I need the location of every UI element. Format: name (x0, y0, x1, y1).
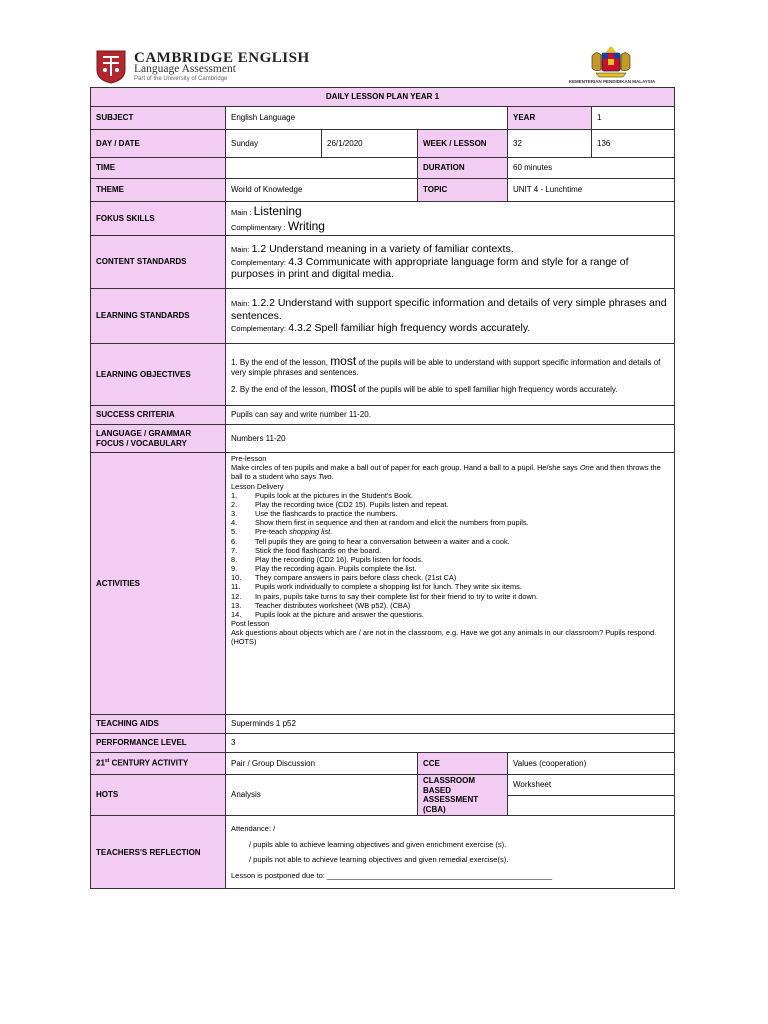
date-value: 26/1/2020 (322, 130, 418, 158)
week-value: 32 (508, 130, 592, 158)
activity-step-text (255, 610, 424, 619)
activity-step-text-italic: shopping list. (289, 527, 333, 537)
activity-step-text (255, 564, 416, 573)
activity-step-text-main: Play the recording (CD2 16). Pupils listen for foods. (255, 554, 424, 564)
content-main-prefix: Main: (231, 245, 250, 255)
content-comp-prefix: Complementary: (231, 257, 287, 267)
century-value: Pair / Group Discussion (226, 753, 418, 775)
day-label: DAY / DATE (91, 130, 226, 158)
learning-comp-prefix: Complementary: (231, 324, 287, 334)
activity-step-number: 1. (231, 490, 238, 500)
century-row (91, 753, 675, 775)
activity-step-text-main: Pre-teach (255, 527, 288, 537)
activity-step (231, 601, 669, 610)
skills-main: Listening (253, 204, 302, 219)
theme-label: THEME (91, 179, 226, 202)
malaysia-crest-icon (588, 44, 634, 78)
year-label: YEAR (508, 107, 592, 130)
activity-step (231, 592, 669, 601)
content-value (226, 236, 675, 289)
reflection-line-2: / pupils not able to achieve learning objectives and given remedial exercise(s). (249, 855, 509, 865)
activity-step (231, 573, 669, 582)
activity-step-text-main: Teacher distributes worksheet (WB p52). (CBA) (255, 600, 411, 610)
aids-value: Superminds 1 p52 (226, 715, 675, 734)
activity-step-text-main: In pairs, pupils take turns to say their complete list for their friend to try to write it down. (255, 591, 539, 601)
pre-lesson-dot: . (331, 472, 334, 482)
time-value (226, 158, 418, 179)
activity-step-text (255, 573, 456, 582)
activity-step-text (255, 509, 398, 518)
grammar-row (91, 425, 675, 453)
activity-step-number: 2. (231, 499, 238, 509)
aids-label: TEACHING AIDS (91, 715, 226, 734)
activity-step-text (255, 537, 510, 546)
learning-value (226, 289, 675, 344)
subject-row (91, 107, 675, 130)
objective-2-a: 2. By the end of the lesson, (231, 384, 328, 394)
skills-value (226, 202, 675, 236)
aids-row (91, 715, 675, 734)
activity-step-text (255, 592, 538, 601)
objective-1-a: 1. By the end of the lesson, (231, 357, 328, 367)
activity-step-number: 4. (231, 518, 238, 528)
activity-step (231, 610, 669, 619)
activity-step-number: 10. (231, 573, 242, 583)
activity-step (231, 518, 669, 527)
day-row (91, 130, 675, 158)
activity-step (231, 555, 669, 564)
success-row (91, 406, 675, 425)
content-main: 1.2 Understand meaning in a variety of familiar contexts. (251, 243, 514, 256)
skills-label: FOKUS SKILLS (91, 202, 226, 236)
activity-step-number: 8. (231, 554, 238, 564)
activity-step (231, 546, 669, 555)
activity-step (231, 582, 669, 591)
activity-step-text-main: Use the flashcards to practice the numbers. (255, 509, 398, 519)
activity-step-number: 13. (231, 600, 242, 610)
activity-step-number: 6. (231, 536, 238, 546)
cce-label: CCE (418, 753, 508, 775)
day-value: Sunday (226, 130, 322, 158)
cambridge-subtitle: Language Assessment (134, 63, 236, 75)
activity-step-text (255, 518, 529, 527)
activity-step (231, 500, 669, 509)
activity-step (231, 491, 669, 500)
topic-value: UNIT 4 - Lunchtime (508, 179, 675, 202)
duration-value: 60 minutes (508, 158, 675, 179)
activity-step-text-main: They compare answers in pairs before class check. (21st CA) (255, 573, 457, 583)
activity-step-text-main: Pupils look at the pictures in the Student's Book. (255, 490, 413, 500)
pre-lesson-two: Two (318, 472, 332, 482)
skills-row (91, 202, 675, 236)
activity-step-text-main: Play the recording again. Pupils complete the list. (255, 564, 417, 574)
activity-step-number: 12. (231, 591, 242, 601)
performance-value: 3 (226, 734, 675, 753)
cambridge-english-logo (96, 50, 336, 84)
activity-step (231, 527, 669, 536)
topic-label: TOPIC (418, 179, 508, 202)
cambridge-title: CAMBRIDGE ENGLISH (134, 50, 310, 66)
learning-main-prefix: Main: (231, 299, 250, 309)
activities-value (226, 453, 675, 715)
subject-label: SUBJECT (91, 107, 226, 130)
year-value: 1 (592, 107, 675, 130)
post-lesson-text: Ask questions about objects which are / are not in the classroom, e.g. Have we got any animals in our classroom? Pupils respond. (HOTS) (231, 628, 657, 647)
cce-value: Values (cooperation) (508, 753, 675, 775)
kpm-name: KEMENTERIAN PENDIDIKAN MALAYSIA (568, 79, 656, 84)
learning-comp: 4.3.2 Spell familiar high frequency words accurately. (288, 322, 531, 335)
title-row (91, 88, 675, 107)
cba-label: CLASSROOM BASED ASSESSMENT (CBA) (418, 775, 508, 816)
objective-2-most: most (330, 380, 357, 395)
attendance-line: Attendance: / (231, 823, 276, 833)
activity-step-text-main: Play the recording twice (CD2 15). Pupils listen and repeat. (255, 499, 449, 509)
content-label: CONTENT STANDARDS (91, 236, 226, 289)
duration-label: DURATION (418, 158, 508, 179)
activity-step-number: 11. (231, 582, 241, 592)
pre-lesson-text-a: Make circles of ten pupils and make a ball out of paper for each group. Hand a ball to a pupil. He/she says (231, 463, 578, 473)
activity-step-text (255, 491, 413, 500)
skills-comp-prefix: Complimentary : (231, 222, 286, 232)
content-comp: 4.3 Communicate with appropriate language form and style for a range of purposes in print and digital media. (231, 255, 629, 281)
activity-step-number: 9. (231, 564, 238, 574)
learning-row (91, 289, 675, 344)
hots-label: HOTS (91, 775, 226, 816)
activity-step-text (255, 601, 410, 610)
activity-step (231, 509, 669, 518)
post-lesson-heading: Post lesson (231, 619, 270, 629)
skills-comp: Writing (287, 218, 325, 233)
reflection-line-1: / pupils able to achieve learning objectives and given enrichment exercise (s). (249, 839, 507, 849)
pre-lesson-one: One (579, 463, 594, 473)
cambridge-tagline: Part of the University of Cambridge (134, 76, 228, 82)
time-row (91, 158, 675, 179)
lesson-delivery-heading: Lesson Delivery (231, 481, 284, 491)
cambridge-shield-icon (96, 50, 126, 84)
activity-step-text (255, 582, 522, 591)
activity-step-text-main: Pupils look at the picture and answer the questions. (255, 609, 424, 619)
activity-step-text (255, 555, 423, 564)
activity-step-text (255, 527, 332, 536)
cba-cell (508, 775, 675, 816)
objectives-value (226, 344, 675, 406)
objectives-row (91, 344, 675, 406)
objective-2-b: of the pupils will be able to spell familiar high frequency words accurately. (358, 384, 618, 394)
theme-value: World of Knowledge (226, 179, 418, 202)
activity-step (231, 537, 669, 546)
activity-step-text (255, 500, 449, 509)
objectives-label: LEARNING OBJECTIVES (91, 344, 226, 406)
activity-step-text-main: Pupils work individually to complete a shopping list for lunch. They write six items. (255, 582, 522, 592)
reflection-label: TEACHERS'S REFLECTION (91, 816, 226, 889)
activity-steps-list (231, 491, 669, 619)
skills-main-prefix: Main : (231, 208, 252, 218)
hots-row (91, 775, 675, 816)
grammar-value: Numbers 11-20 (226, 425, 675, 453)
learning-main: 1.2.2 Understand with support specific information and details of very simple phrases and sentences. (231, 297, 667, 322)
reflection-row (91, 816, 675, 889)
theme-row (91, 179, 675, 202)
activities-label: ACTIVITIES (91, 453, 226, 715)
pre-lesson-heading: Pre-lesson (231, 454, 267, 463)
activity-step-text-main: Show them first in sequence and then at random and elicit the numbers from pupils. (255, 518, 529, 528)
performance-label: PERFORMANCE LEVEL (91, 734, 226, 753)
objective-1-most: most (330, 353, 357, 368)
success-value: Pupils can say and write number 11-20. (226, 406, 675, 425)
activity-step-number: 14. (231, 609, 242, 619)
pre-lesson-text (231, 463, 669, 481)
pre-lesson-text-b: and then throws the ball to a student who says (231, 463, 661, 482)
kpm-logo (552, 44, 672, 86)
hots-value: Analysis (226, 775, 418, 816)
performance-row (91, 734, 675, 753)
plan-title: DAILY LESSON PLAN YEAR 1 (91, 88, 675, 107)
cba-empty (508, 796, 674, 813)
subject-value: English Language (226, 107, 508, 130)
reflection-value (226, 816, 675, 889)
activity-step-number: 5. (231, 527, 238, 537)
week-label: WEEK / LESSON (418, 130, 508, 158)
activities-row (91, 453, 675, 715)
activity-step-text (255, 546, 381, 555)
success-label: SUCCESS CRITERIA (91, 406, 226, 425)
learning-label: LEARNING STANDARDS (91, 289, 226, 344)
activity-step-text-main: Stick the food flashcards on the board. (255, 545, 382, 555)
activity-step-text-main: Tell pupils they are going to hear a conversation between a waiter and a cook. (255, 536, 510, 546)
objective-1-b: of the pupils will be able to understand with support specific information and details of very simple phrases and sentences. (231, 357, 661, 378)
activity-step-number: 7. (231, 545, 238, 555)
content-row (91, 236, 675, 289)
lesson-plan-table (90, 87, 675, 889)
time-label: TIME (91, 158, 226, 179)
lesson-value: 136 (592, 130, 675, 158)
grammar-label: LANGUAGE / GRAMMAR FOCUS / VOCABULARY (91, 425, 226, 453)
activity-step (231, 564, 669, 573)
century-label: 21st CENTURY ACTIVITY (91, 753, 226, 775)
cba-value: Worksheet (508, 775, 674, 796)
postponed-line: Lesson is postponed due to: ______________________________________________________ (231, 871, 553, 881)
activity-step-number: 3. (231, 509, 238, 519)
